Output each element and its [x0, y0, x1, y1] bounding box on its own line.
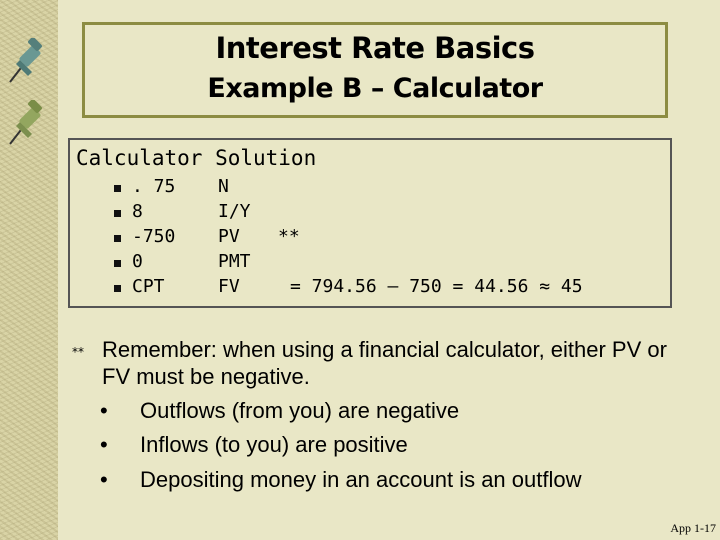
- calculator-key: PMT: [218, 251, 251, 272]
- calculator-note: **: [278, 226, 300, 247]
- calculator-value: -750: [132, 226, 176, 247]
- calculator-row: [70, 201, 670, 227]
- square-bullet-icon: [114, 210, 121, 217]
- calculator-key: FV: [218, 276, 240, 297]
- list-item: [100, 398, 700, 428]
- title-box: [82, 22, 668, 118]
- calculator-key: PV: [218, 226, 240, 247]
- calculator-heading: Calculator Solution: [76, 146, 317, 170]
- square-bullet-icon: [114, 260, 121, 267]
- pushpin-icon: [6, 100, 46, 146]
- calculator-row: [70, 251, 670, 277]
- square-bullet-icon: [114, 185, 121, 192]
- bullet-icon: •: [100, 432, 108, 457]
- list-item-text: Inflows (to you) are positive: [140, 432, 408, 457]
- calculator-key: N: [218, 176, 229, 197]
- page-subtitle: Example B – Calculator: [207, 73, 543, 104]
- list-item-text: Outflows (from you) are negative: [140, 398, 460, 423]
- calculator-row: [70, 226, 670, 252]
- calculator-solution-box: [68, 138, 672, 308]
- list-item-text: Depositing money in an account is an outflow: [140, 467, 582, 492]
- calculator-note: = 794.56 – 750 = 44.56 ≈ 45: [290, 276, 583, 297]
- square-bullet-icon: [114, 285, 121, 292]
- pushpin-icon: [6, 38, 46, 84]
- list-item: [100, 467, 700, 497]
- calculator-value: 0: [132, 251, 143, 272]
- page-title: Interest Rate Basics: [215, 31, 535, 65]
- calculator-row: [70, 176, 670, 202]
- calculator-value: CPT: [132, 276, 165, 297]
- square-bullet-icon: [114, 235, 121, 242]
- calculator-value: . 75: [132, 176, 176, 197]
- remember-note: Remember: when using a financial calculator, either PV or FV must be negative.: [102, 337, 667, 389]
- calculator-key: I/Y: [218, 201, 251, 222]
- calculator-row: [70, 276, 670, 302]
- bullet-icon: •: [100, 467, 108, 492]
- calculator-value: 8: [132, 201, 143, 222]
- bullet-icon: •: [100, 398, 108, 423]
- footnote-marker: **: [72, 345, 84, 359]
- slide-number: App 1-17: [670, 521, 716, 535]
- list-item: [100, 432, 700, 462]
